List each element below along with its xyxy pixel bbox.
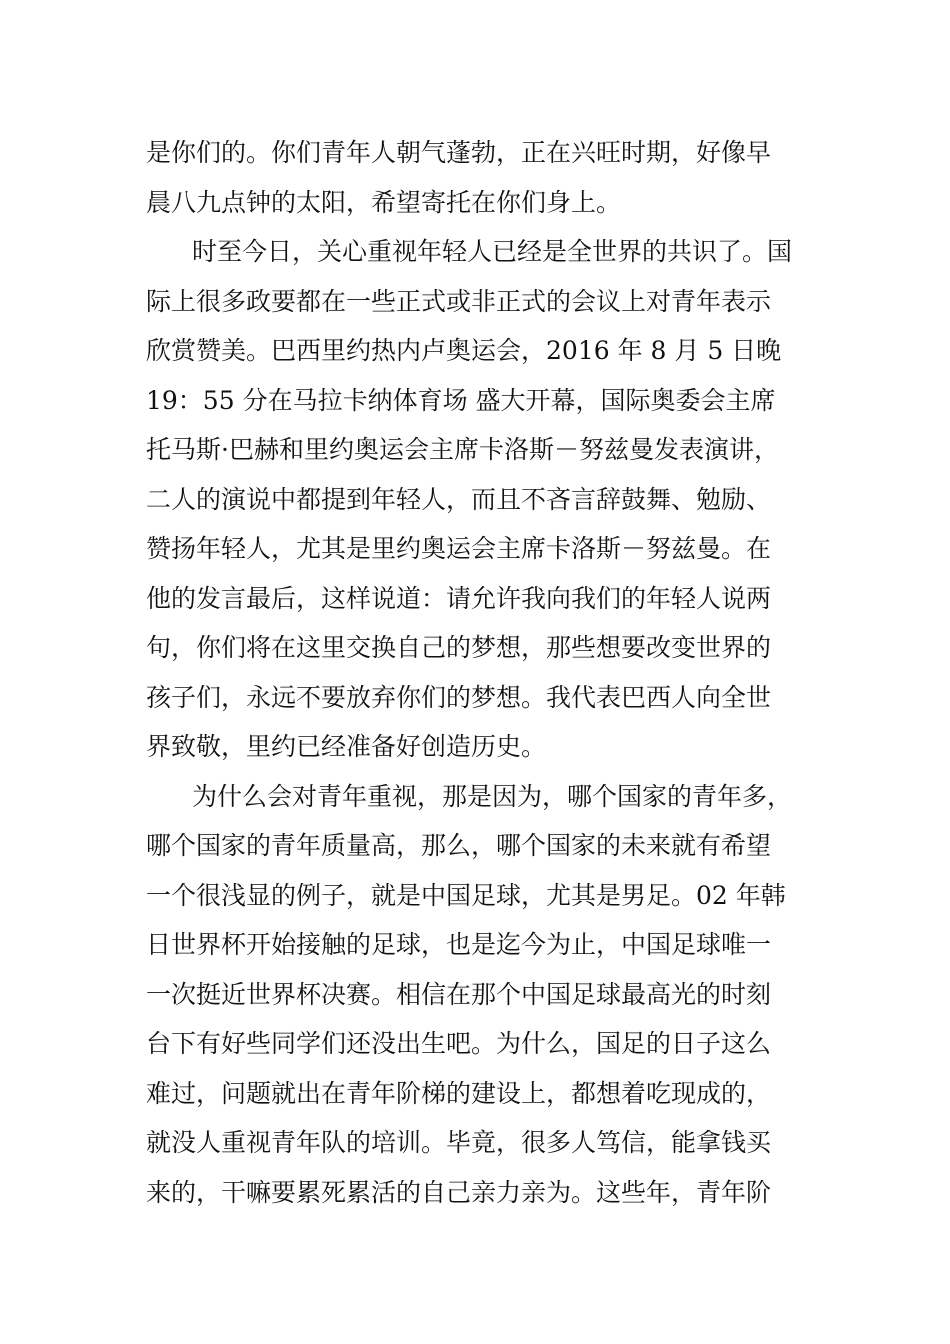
paragraph-2 (146, 227, 814, 772)
text-line: 来的，干嘛要累死累活的自己亲力亲为。这些年，青年阶 (146, 1177, 772, 1207)
text-line: 他的发言最后，这样说道：请允许我向我们的年轻人说两 (146, 583, 772, 613)
text-line: 是你们的。你们青年人朝气蓬勃，正在兴旺时期，好像早 (146, 138, 772, 167)
text-line: 为什么会对青年重视，那是因为，哪个国家的青年多， (192, 781, 793, 811)
body-text (146, 128, 814, 1217)
text-line: 时至今日，关心重视年轻人已经是全世界的共识了。国 (192, 237, 793, 266)
text-line: 欣赏赞美。巴西里约热内卢奥运会，2016 年 8 月 5 日晚 (146, 336, 782, 365)
text-line: 句，你们将在这里交换自己的梦想，那些想要改变世界的 (146, 633, 772, 662)
text-line: 界致敬，里约已经准备好创造历史。 (146, 732, 547, 761)
text-line: 就没人重视青年队的培训。毕竟，很多人笃信，能拿钱买 (146, 1128, 772, 1157)
text-line: 台下有好些同学们还没出生吧。为什么，国足的日子这么 (146, 1029, 772, 1058)
text-line: 二人的演说中都提到年轻人，而且不吝言辞鼓舞、勉励、 (146, 484, 772, 514)
text-line: 难过，问题就出在青年阶梯的建设上，都想着吃现成的， (146, 1078, 772, 1108)
text-line: 晨八九点钟的太阳，希望寄托在你们身上。 (146, 187, 622, 217)
text-line: 哪个国家的青年质量高，那么，哪个国家的未来就有希望 (146, 831, 772, 860)
paragraph-3 (146, 772, 814, 1218)
text-line: 一个很浅显的例子，就是中国足球，尤其是男足。02 年韩 (146, 880, 786, 910)
paragraph-1 (146, 128, 814, 227)
text-line: 际上很多政要都在一些正式或非正式的会议上对青年表示 (146, 286, 772, 316)
text-line: 19：55 分在马拉卡纳体育场 盛大开幕，国际奥委会主席 (146, 385, 776, 415)
text-line: 赞扬年轻人，尤其是里约奥运会主席卡洛斯－努兹曼。在 (146, 534, 772, 563)
text-line: 托马斯·巴赫和里约奥运会主席卡洛斯－努兹曼发表演讲， (146, 435, 779, 464)
text-line: 日世界杯开始接触的足球，也是迄今为止，中国足球唯一 (146, 930, 772, 959)
text-line: 孩子们，永远不要放弃你们的梦想。我代表巴西人向全世 (146, 682, 772, 712)
text-line: 一次挺近世界杯决赛。相信在那个中国足球最高光的时刻 (146, 979, 772, 1009)
